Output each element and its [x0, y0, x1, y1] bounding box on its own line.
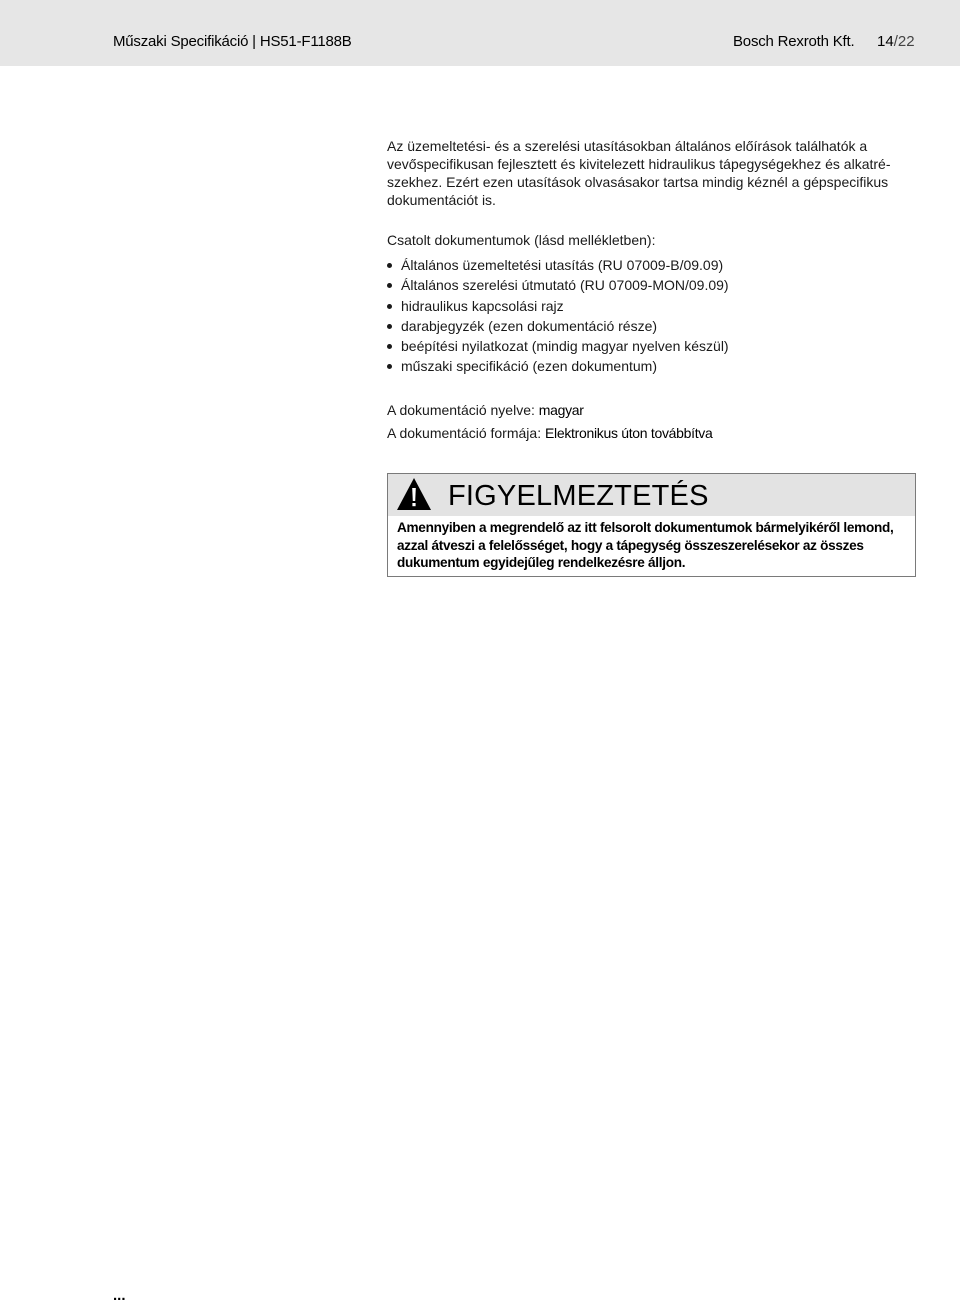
- bullet-icon: [387, 263, 392, 268]
- bullet-icon: [387, 283, 392, 288]
- warning-line: Amennyiben a megrendelő az itt felsorolt dokumentumok bármelyikéről lemond,: [397, 520, 894, 535]
- list-item: [387, 255, 917, 275]
- attached-documents-heading: Csatolt dokumentumok (lásd mellékletben):: [387, 232, 656, 248]
- list-item-label: Általános szerelési útmutató (RU 07009-MON/09.09): [401, 277, 729, 294]
- warning-title: FIGYELMEZTETÉS: [448, 480, 709, 512]
- intro-line: vevőspecifikusan fejlesztett és kivitelezett hidraulikus tápegységekhez és alkatré-: [387, 156, 891, 172]
- documentation-form-value: Elektronikus úton továbbítva: [544, 424, 713, 441]
- page-current: 14: [877, 33, 894, 50]
- warning-box: [387, 473, 916, 577]
- bullet-icon: [387, 364, 392, 369]
- company-name: Bosch Rexroth Kft.: [733, 33, 855, 50]
- documentation-form-label: A dokumentáció formája:: [387, 424, 545, 441]
- page-header: [0, 0, 960, 66]
- list-item-label: beépítési nyilatkozat (mindig magyar nyelven készül): [401, 338, 729, 355]
- list-item: [387, 296, 917, 316]
- intro-paragraph: [387, 137, 917, 209]
- list-item: [387, 336, 917, 356]
- documentation-form-row: [387, 422, 917, 445]
- bullet-icon: [387, 324, 392, 329]
- intro-line: Az üzemeltetési- és a szerelési utasításokban általános előírások találhatók a: [387, 138, 868, 154]
- documentation-language-label: A dokumentáció nyelve:: [387, 401, 539, 418]
- intro-line: szekhez. Ezért ezen utasítások olvasásakor tartsa mindig kéznél a gépspecifikus: [387, 174, 889, 190]
- list-item-label: Általános üzemeltetési utasítás (RU 07009-B/09.09): [401, 257, 724, 273]
- documentation-language-value: magyar: [538, 401, 584, 418]
- intro-line: dokumentációt is.: [387, 192, 496, 208]
- list-item: [387, 275, 917, 295]
- warning-triangle-icon: [396, 477, 432, 511]
- main-content: [387, 137, 917, 445]
- list-item: [387, 356, 917, 376]
- warning-text: [397, 519, 912, 572]
- warning-header: [388, 474, 915, 516]
- page-total: /22: [893, 33, 915, 50]
- bullet-icon: [387, 304, 392, 309]
- warning-line: dukumentum egyidejűleg rendelkezésre álljon.: [397, 555, 686, 570]
- document-title: Műszaki Specifikáció | HS51-F1188B: [113, 33, 352, 50]
- list-item-label: hidraulikus kapcsolási rajz: [401, 297, 564, 314]
- list-item-label: műszaki specifikáció (ezen dokumentum): [401, 358, 657, 375]
- list-item: [387, 316, 917, 336]
- bullet-icon: [387, 344, 392, 349]
- footer-ellipsis: ...: [113, 1287, 126, 1304]
- page-number: [877, 33, 915, 50]
- documentation-language-row: [387, 399, 917, 422]
- documentation-meta: [387, 399, 917, 445]
- attached-documents-list: [387, 255, 917, 377]
- list-item-label: darabjegyzék (ezen dokumentáció része): [401, 317, 658, 334]
- warning-line: azzal átveszi a felelősséget, hogy a tápegység összeszerelésekor az összes: [397, 537, 864, 553]
